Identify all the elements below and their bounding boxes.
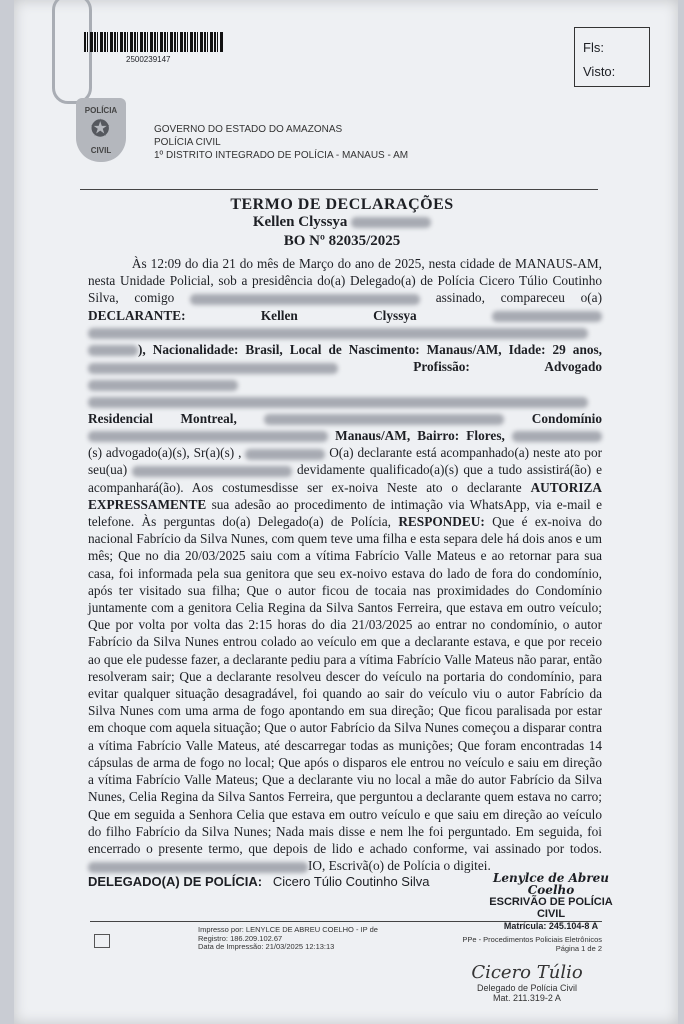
escriva-role: ESCRIVÃO DE POLÍCIA CIVIL <box>489 896 613 920</box>
barcode <box>84 32 224 52</box>
paper-clip <box>52 0 92 104</box>
escriva-signature: Lenylce de Abreu Coelho <box>492 871 610 897</box>
print-info: Impresso por: LENYLCE DE ABREU COELHO - IP de Registro: 186.209.102.67 Data de Impressão: 21/03/2025 12:13:13 <box>198 925 378 951</box>
header-line-2: POLÍCIA CIVIL <box>154 137 221 148</box>
header-rule <box>80 189 598 190</box>
escriva-matricula: Matrícula: 245.104-8 A <box>503 921 599 931</box>
visto-label: Visto: <box>583 64 616 79</box>
barcode-number: 2500239147 <box>126 55 171 64</box>
declarant-heading: Kellen Clyssya <box>0 214 684 231</box>
declaration-body: Às 12:09 do dia 21 do mês de Março do ano de 2025, nesta cidade de MANAUS-AM, nesta Unidade Policial, sob a presidência do(a) Delegado(a) de Polícia Cicero Túlio Coutinho Silva, comigo assinado, compareceu o(a) DECLARANTE: Kellen Clyssya ), Nacionalidade: Brasil, Local de Nascimento: Manaus/AM, Idade: 29 anos, Profissão: Advogado Residencial Montreal, Condomínio Manaus/AM, Bairro: Flores, (s) advogado(a)(s), Sr(a)(s) , O(a) declarante está acompanhado(a) neste ato por seu(ua) devidamente qualificado(a)(s) que a tudo assistirá(ão) e acompanhará(ão). Aos costumesdisse ser ex-noiva Neste ato o declarante AUTORIZA EXPRESSAMENTE sua adesão ao procedimento de intimação via WhatsApp, via e-mail e telefone. Às perguntas do(a) Delegado(a) de Polícia, RESPONDEU: Que é ex-noiva do nacional Fabrício da Silva Nunes, com quem teve uma filha e esta separa dele há dois anos e um mês; Que no dia 20/03/2025 saiu com a vítima Fabrício Valle Mateus e ao retornar para sua casa, foi informada pela sua genitora que seu ex-noivo estava do lado de fora do condomínio, após ter visitado sua filha; Que o autor ficou de tocaia nas proximidades do Condomínio juntamente com a genitora Celia Regina da Silva Santos Ferreira, que estava em outro veículo; Que por volta por volta das 2:15 horas do dia 21/03/2025 ao entrar no condomínio, o autor Fabrício da Silva Nunes entrou colado ao veículo em que a declarante estava, e que por receio ao que ele pudesse fazer, a declarante pediu para a vítima Fabrício Valle Mateus não parar, então resolveram sair; Que a declarante resolveu descer do veículo na portaria do condomínio, para evitar qualquer situação desagradável, foi quando ao sair do veículo viu o autor Fabrício da Silva Nunes com uma arma de fogo apontando em sua direção; Que ficou paralisada por estar em choque com aquela situação; Que o autor Fabrício da Silva Nunes começou a disparar contra a vítima Fabrício Valle Mateus, até descarregar todas as munições; Que foram encontradas 14 cápsulas de arma de fogo no local; Que após o disparos ele entrou no veículo e saiu em direção a vítima Fabrício Valle Mateus; Que a declarante viu no local a mãe do autor Fabrício da Silva Nunes, Celia Regina da Silva Santos Ferreira, que perguntou a declarante quem estava no carro; Que em seguida a Senhora Celia que estava em outro veículo e que saiu em direção ao veículo do filho Fabrício da Silva Nunes; Nada mais disse e nem lhe foi perguntado. Em seguida, foi encerrado o presente termo, que depois de lido e achado conforme, vai assinado por todos. IO, Escrivã(o) de Polícia o digitei. <box>88 256 603 874</box>
document-title: TERMO DE DECLARAÇÕES <box>230 196 454 213</box>
policia-civil-badge-icon: POLÍCIA ✪ CIVIL <box>76 98 126 162</box>
folha-visto-box <box>574 27 650 87</box>
header-line-3: 1º DISTRITO INTEGRADO DE POLÍCIA - MANAUS - AM <box>154 150 409 161</box>
delegado-signature-line: DELEGADO(A) DE POLÍCIA: Cicero Túlio Coutinho Silva <box>88 874 430 889</box>
ppe-info: PPe - Procedimentos Policiais Eletrônicos Página 1 de 2 <box>462 935 602 953</box>
delegado-stamp: Cicero Túlio Delegado de Polícia Civil Mat. 211.319-2 A <box>471 962 583 1003</box>
header-line-1: GOVERNO DO ESTADO DO AMAZONAS <box>154 124 343 135</box>
fls-label: Fls: <box>583 40 604 55</box>
escriva-signature-block <box>486 872 616 932</box>
footer-rule <box>90 921 602 922</box>
bo-number: BO Nº 82035/2025 <box>283 233 401 249</box>
print-icon <box>94 934 110 948</box>
